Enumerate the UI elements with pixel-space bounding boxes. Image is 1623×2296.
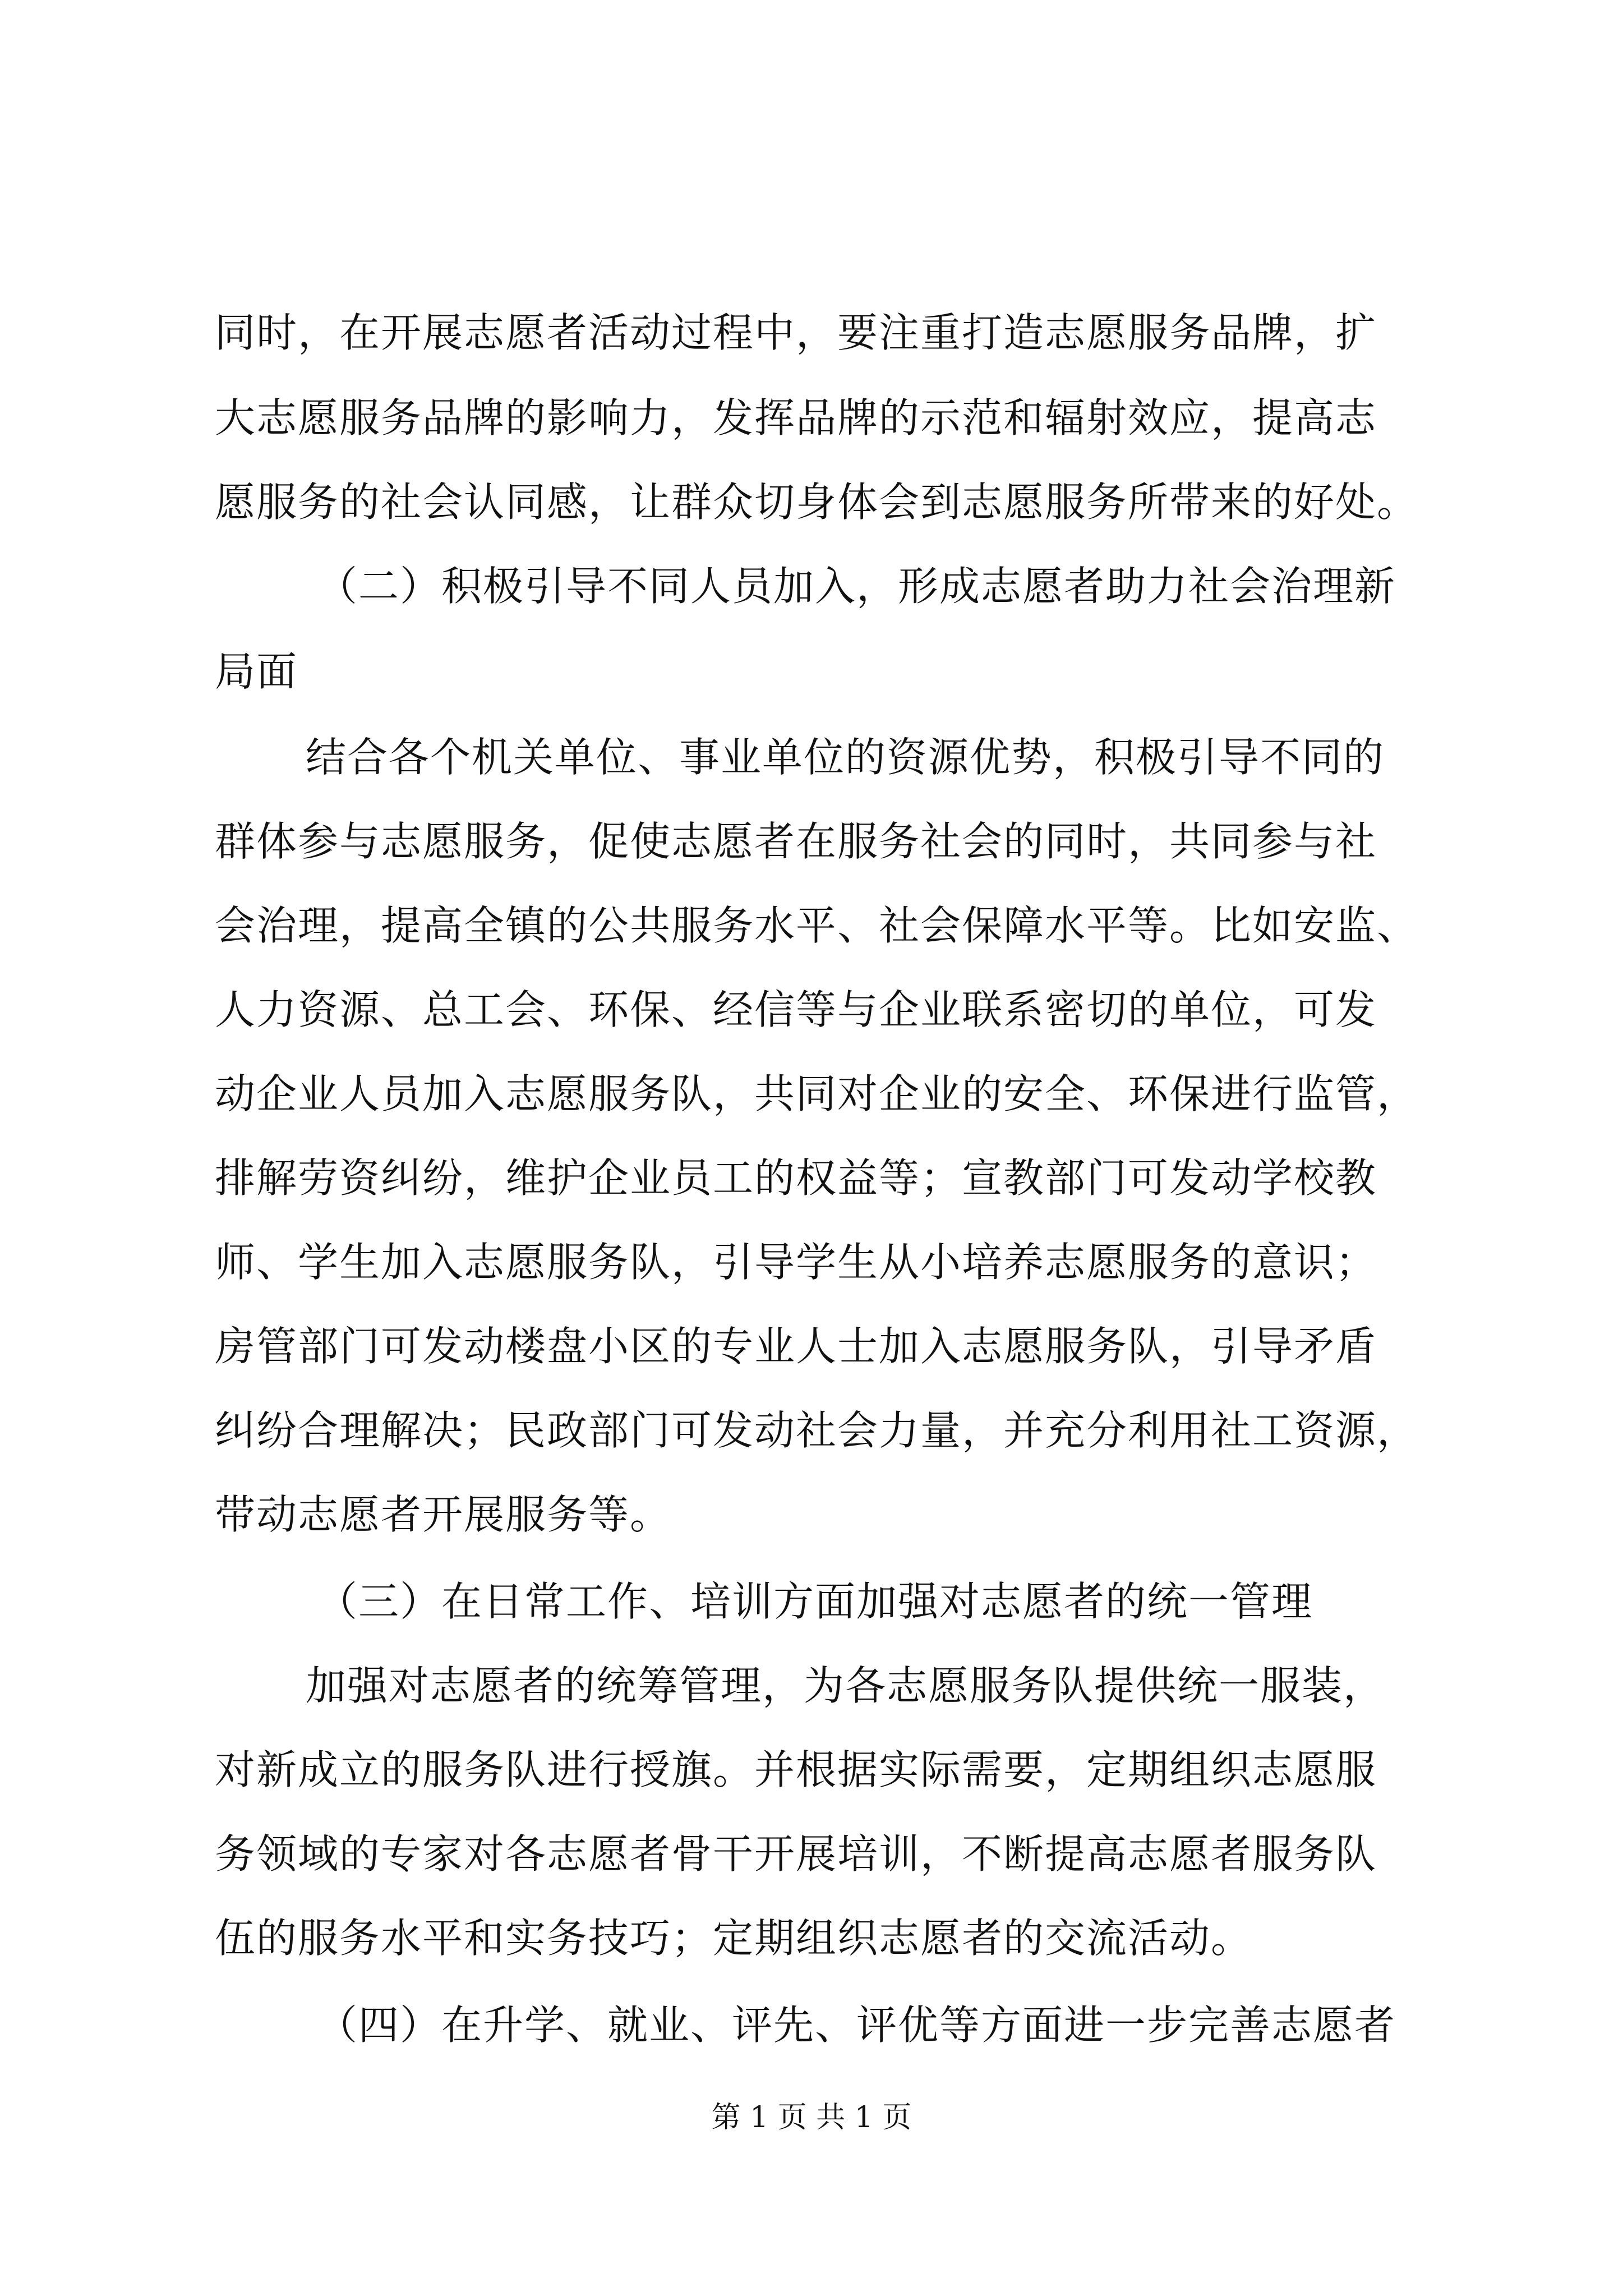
text-line: 会治理，提高全镇的公共服务水平、社会保障水平等。比如安监、 bbox=[215, 902, 1419, 949]
section-heading: （三）在日常工作、培训方面加强对志愿者的统一管理 bbox=[317, 1578, 1313, 1625]
section-heading-cont: 局面 bbox=[215, 648, 298, 695]
text-line: 对新成立的服务队进行授旗。并根据实际需要，定期组织志愿服 bbox=[215, 1746, 1377, 1793]
text-line: 师、学生加入志愿服务队，引导学生从小培养志愿服务的意识； bbox=[215, 1239, 1377, 1286]
text-line: 排解劳资纠纷，维护企业员工的权益等；宣教部门可发动学校教 bbox=[215, 1154, 1377, 1202]
text-line: 伍的服务水平和实务技巧；定期组织志愿者的交流活动。 bbox=[215, 1915, 1253, 1962]
text-line: 动企业人员加入志愿服务队，共同对企业的安全、环保进行监管， bbox=[215, 1070, 1419, 1117]
paragraph-start: 加强对志愿者的统筹管理，为各志愿服务队提供统一服装， bbox=[306, 1662, 1385, 1709]
text-line: 务领域的专家对各志愿者骨干开展培训，不断提高志愿者服务队 bbox=[215, 1830, 1377, 1878]
text-line: 纠纷合理解决；民政部门可发动社会力量，并充分利用社工资源， bbox=[215, 1407, 1419, 1454]
text-line: 群体参与志愿服务，促使志愿者在服务社会的同时，共同参与社 bbox=[215, 818, 1377, 865]
text-line: 人力资源、总工会、环保、经信等与企业联系密切的单位，可发 bbox=[215, 986, 1377, 1033]
text-line: 大志愿服务品牌的影响力，发挥品牌的示范和辐射效应，提高志 bbox=[215, 394, 1377, 441]
page-footer: 第 1 页 共 1 页 bbox=[711, 2101, 912, 2134]
text-line: 同时，在开展志愿者活动过程中，要注重打造志愿服务品牌，扩 bbox=[215, 309, 1377, 356]
text-line: 愿服务的社会认同感，让群众切身体会到志愿服务所带来的好处。 bbox=[215, 478, 1419, 526]
paragraph-start: 结合各个机关单位、事业单位的资源优势，积极引导不同的 bbox=[306, 734, 1385, 781]
text-line: 带动志愿者开展服务等。 bbox=[215, 1491, 672, 1538]
section-heading: （四）在升学、就业、评先、评优等方面进一步完善志愿者 bbox=[317, 2001, 1396, 2049]
section-heading: （二）积极引导不同人员加入，形成志愿者助力社会治理新 bbox=[317, 563, 1396, 610]
text-line: 房管部门可发动楼盘小区的专业人士加入志愿服务队，引导矛盾 bbox=[215, 1323, 1377, 1370]
